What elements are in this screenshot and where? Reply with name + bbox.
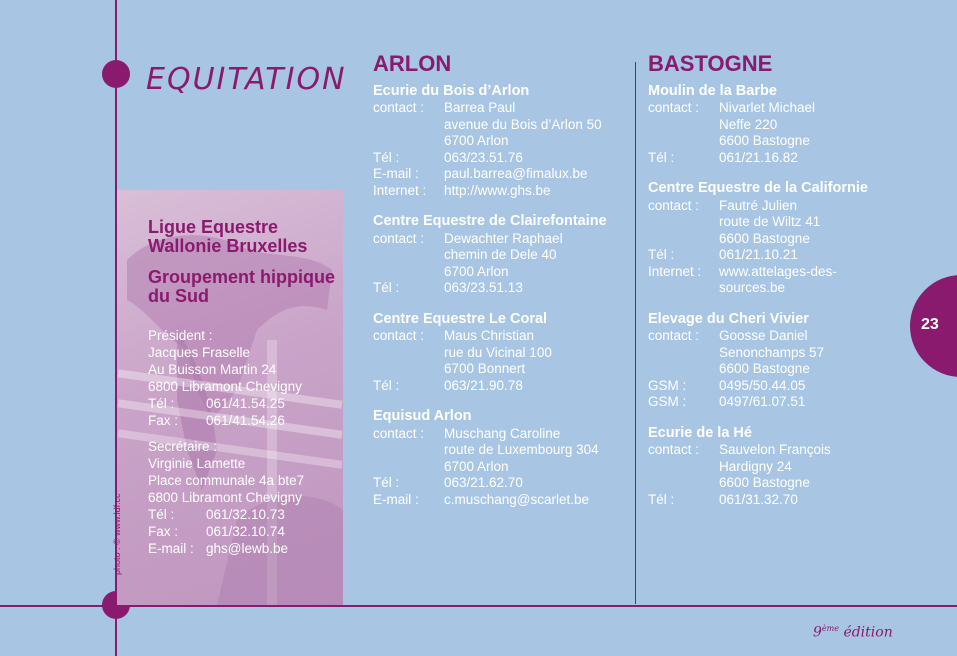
entry-row: [648, 247, 903, 264]
entry-row-label: Tél :: [648, 247, 675, 262]
entry-row-value: 6600 Bastogne: [719, 230, 810, 246]
entry-row-value: route de Luxembourg 304: [444, 442, 599, 457]
entry-row: [648, 214, 903, 231]
entry-row: [373, 133, 628, 150]
section-title: EQUITATION: [146, 62, 347, 97]
entry-row: [373, 280, 628, 297]
secretary-fax-label: Fax :: [148, 524, 179, 539]
entry-row: [648, 345, 903, 362]
entry-row-value: chemin de Dele 40: [444, 247, 557, 262]
entry-row-label: [373, 264, 444, 281]
secretary-email-label: E-mail :: [148, 541, 194, 556]
entry-row-value: Goosse Daniel: [719, 328, 808, 343]
entry-bastogne: [648, 180, 903, 297]
arlon-heading: ARLON: [373, 51, 452, 76]
entry-row-value[interactable]: paul.barrea@fimalux.be: [444, 166, 588, 181]
entry-row: [373, 231, 628, 248]
entry-row-label: [648, 133, 719, 150]
entry-row-label: [373, 442, 444, 459]
entry-row-value: 063/21.90.78: [444, 377, 523, 393]
top-bullet-dot: [102, 60, 130, 88]
president-name: Jacques Fraselle: [148, 345, 251, 360]
entry-row-value: 063/23.51.76: [444, 149, 523, 165]
entry-row-label: [373, 117, 444, 134]
arlon-column: [373, 51, 628, 522]
entry-row: [648, 442, 903, 459]
entry-row-label: [373, 133, 444, 150]
secretary-email[interactable]: ghs@lewb.be: [206, 541, 289, 556]
photo-credit: photo : © www.ldf.cc: [112, 493, 122, 575]
entry-row: [373, 492, 628, 509]
entry-row-label: [373, 459, 444, 476]
entry-row: [373, 100, 628, 117]
entry-row-value: Maus Christian: [444, 328, 535, 343]
entry-row-value: Senonchamps 57: [719, 344, 825, 360]
entry-name: Ecurie de la Hé: [648, 424, 752, 441]
entry-row-label: Tél :: [648, 149, 675, 165]
entry-row-label: Internet :: [648, 263, 702, 279]
entry-row-label: contact :: [648, 197, 700, 213]
entry-row: [648, 361, 903, 378]
entry-row-label: contact :: [648, 100, 700, 115]
entry-row: [648, 100, 903, 117]
entry-row: [648, 459, 903, 476]
entry-row-value: Dewachter Raphael: [444, 230, 563, 246]
entry-row: [648, 264, 903, 281]
entry-row-value: Hardigny 24: [719, 458, 792, 474]
edition-label: [813, 624, 893, 641]
entry-row-value: Muschang Caroline: [444, 425, 561, 441]
entry-row: [648, 492, 903, 509]
entry-row-value: avenue du Bois d’Arlon 50: [444, 116, 602, 132]
entry-row-value: Neffe 220: [719, 116, 778, 132]
entry-row-label: Internet :: [373, 182, 427, 198]
secretary-address-2: 6800 Libramont Chevigny: [148, 490, 302, 505]
entry-arlon: [373, 83, 628, 200]
entry-row-label: contact :: [648, 442, 700, 457]
entry-row-label: [648, 214, 719, 231]
entry-bastogne: [648, 83, 903, 167]
secretary-name: Virginie Lamette: [148, 456, 246, 471]
entry-row-label: E-mail :: [373, 166, 419, 181]
entry-row: [648, 280, 903, 297]
entry-row: [373, 183, 628, 200]
entry-row-label: [648, 231, 719, 248]
entry-name: Centre Equestre de Clairefontaine: [373, 213, 607, 229]
entry-row-value: 061/21.10.21: [719, 247, 798, 262]
entry-row: [648, 394, 903, 411]
entry-row: [648, 378, 903, 395]
entry-row-label: GSM :: [648, 377, 687, 393]
entry-row-value: 061/31.32.70: [719, 491, 798, 507]
entry-row: [373, 426, 628, 443]
entry-name: Moulin de la Barbe: [648, 82, 777, 99]
entry-bastogne: [648, 311, 903, 411]
secretary-tel-row: [148, 506, 304, 523]
entry-row-value: 6700 Arlon: [444, 458, 509, 474]
entry-row: [648, 133, 903, 150]
entry-name: Equisud Arlon: [373, 408, 472, 424]
entry-row: [648, 150, 903, 167]
ligue-group: Groupement hippique du Sud: [148, 267, 335, 306]
entry-name: Ecurie du Bois d’Arlon: [373, 82, 530, 99]
entry-row-label: [648, 280, 719, 297]
entry-row-label: contact :: [373, 100, 425, 115]
entry-row-label: Tél :: [373, 280, 400, 295]
bastogne-heading: BASTOGNE: [648, 51, 773, 76]
entry-row-label: [373, 361, 444, 378]
entry-row-value: sources.be: [719, 280, 786, 295]
entry-row-value: 6700 Arlon: [444, 263, 509, 279]
entry-row-value: 6600 Bastogne: [719, 133, 810, 148]
entry-row: [373, 475, 628, 492]
edition-word: édition: [843, 624, 893, 641]
ligue-name: Ligue Equestre Wallonie Bruxelles: [148, 217, 308, 256]
entry-bastogne: [648, 425, 903, 509]
entry-row: [648, 117, 903, 134]
entry-row-label: Tél :: [373, 149, 400, 165]
entry-row-value: Sauvelon François: [719, 442, 831, 457]
entry-row-value: 6600 Bastogne: [719, 361, 810, 376]
secretary-label: Secrétaire :: [148, 439, 218, 454]
entry-row-value: Barrea Paul: [444, 100, 516, 115]
entry-row-label: Tél :: [373, 475, 400, 490]
entry-arlon: [373, 408, 628, 508]
edition-number: 9: [813, 624, 822, 641]
president-tel-row: [148, 395, 304, 412]
entry-row: [373, 328, 628, 345]
entry-row: [373, 247, 628, 264]
entry-row: [648, 328, 903, 345]
entry-row-label: [648, 459, 719, 476]
entry-name: Centre Equestre Le Coral: [373, 310, 548, 327]
entry-row-value: rue du Vicinal 100: [444, 344, 552, 360]
ligue-heading: [148, 218, 343, 318]
entry-row-value: 6600 Bastogne: [719, 475, 810, 490]
secretary-fax-row: [148, 523, 304, 540]
entry-row-label: [648, 475, 719, 492]
entry-row-value: 0495/50.44.05: [719, 377, 806, 393]
president-label: Président :: [148, 328, 213, 343]
entry-row-value: 063/23.51.13: [444, 280, 523, 295]
entry-row-label: Tél :: [373, 377, 400, 393]
entry-arlon: [373, 213, 628, 297]
president-address-2: 6800 Libramont Chevigny: [148, 379, 302, 394]
entry-row-label: contact :: [373, 230, 425, 246]
entry-row-label: [373, 345, 444, 362]
president-fax-label: Fax :: [148, 413, 179, 428]
president-tel-label: Tél :: [148, 396, 175, 411]
secretary-fax: 061/32.10.74: [206, 524, 285, 539]
entry-row-label: contact :: [648, 328, 700, 343]
entry-row-value[interactable]: c.muschang@scarlet.be: [444, 491, 590, 507]
edition-superscript: ème: [821, 624, 839, 633]
entry-name: Centre Equestre de la Californie: [648, 180, 868, 196]
entry-row-label: [648, 361, 719, 378]
secretary-tel: 061/32.10.73: [206, 507, 285, 522]
entry-row-value[interactable]: www.attelages-des-: [719, 263, 837, 279]
entry-row: [373, 459, 628, 476]
entry-row-label: contact :: [373, 425, 425, 441]
entry-row: [373, 264, 628, 281]
entry-row-label: [373, 247, 444, 264]
entry-row-label: [648, 345, 719, 362]
entry-row: [373, 442, 628, 459]
entry-row-value: 061/21.16.82: [719, 149, 798, 165]
entry-row-label: E-mail :: [373, 491, 419, 507]
entry-row-value: 6700 Bonnert: [444, 361, 526, 376]
entry-row-value: Nivarlet Michael: [719, 100, 816, 115]
entry-row: [373, 361, 628, 378]
entry-row-label: contact :: [373, 328, 425, 343]
photo-horse-jump: [117, 190, 343, 605]
bastogne-column: [648, 51, 903, 522]
entry-row-value: 6700 Arlon: [444, 133, 509, 148]
page-number: 23: [921, 316, 939, 333]
president-fax: 061/41.54.26: [206, 413, 285, 428]
entry-row-value: 0497/61.07.51: [719, 394, 806, 409]
entry-row-label: Tél :: [648, 491, 675, 507]
secretary-address-1: Place communale 4a bte7: [148, 473, 305, 488]
secretary-tel-label: Tél :: [148, 507, 175, 522]
entry-row-value: route de Wiltz 41: [719, 214, 821, 229]
entry-row: [648, 475, 903, 492]
president-tel: 061/41.54.25: [206, 396, 285, 411]
entry-row-label: [648, 117, 719, 134]
entry-name: Elevage du Cheri Vivier: [648, 310, 809, 327]
arlon-entries: [373, 83, 628, 509]
entry-row: [373, 117, 628, 134]
president-address-1: Au Buisson Martin 24: [148, 362, 277, 377]
bastogne-entries: [648, 83, 903, 509]
entry-row-value: 063/21.62.70: [444, 475, 523, 490]
entry-row: [373, 166, 628, 183]
horizontal-guide-line: [0, 605, 957, 607]
entry-row-value: Fautré Julien: [719, 197, 798, 213]
entry-row-value[interactable]: http://www.ghs.be: [444, 182, 551, 198]
entry-row: [648, 198, 903, 215]
entry-arlon: [373, 311, 628, 395]
entry-row: [373, 378, 628, 395]
entry-row-label: GSM :: [648, 394, 687, 409]
secretary-email-row: [148, 540, 304, 557]
ligue-contacts: [148, 327, 304, 557]
entry-row: [373, 150, 628, 167]
entry-row: [648, 231, 903, 248]
entry-row: [373, 345, 628, 362]
column-separator: [635, 62, 636, 604]
president-fax-row: [148, 412, 304, 429]
